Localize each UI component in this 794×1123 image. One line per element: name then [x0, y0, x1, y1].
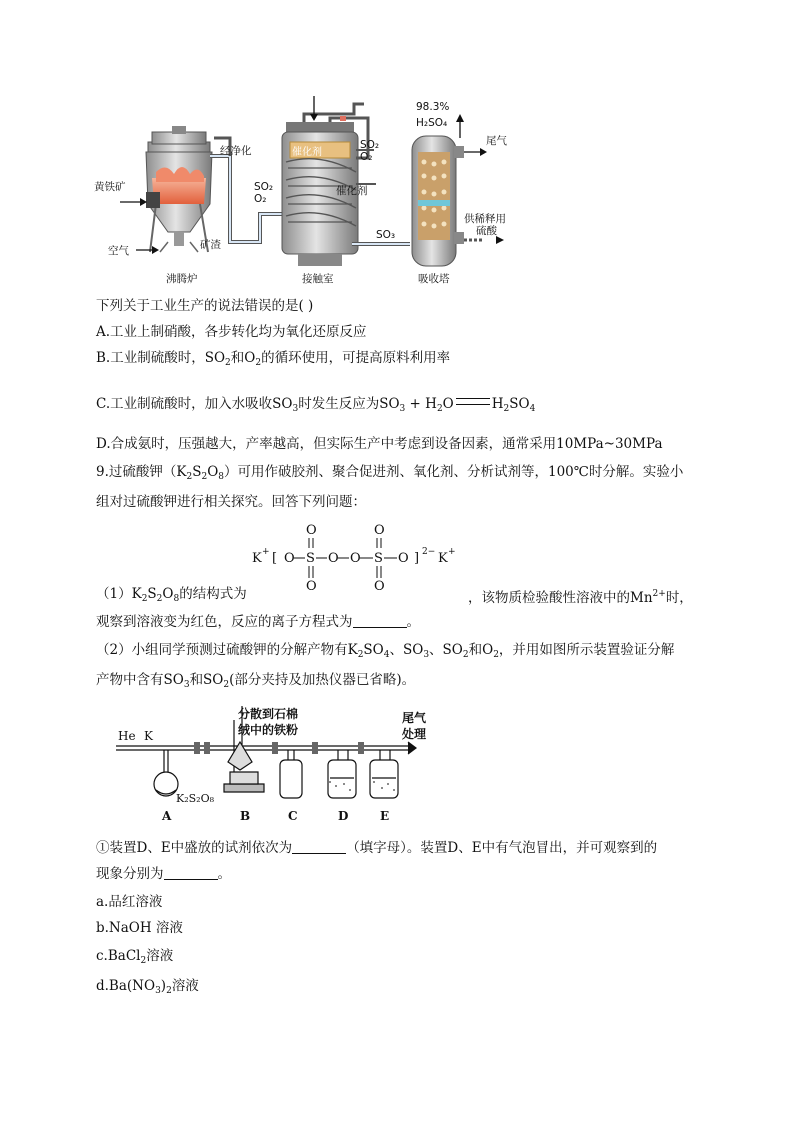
label-tail-gas: 尾气 — [486, 135, 507, 147]
struct-k-right: K — [438, 551, 448, 566]
struct-o1-top: O — [306, 523, 317, 538]
k2s2o8-structural-formula — [248, 520, 466, 594]
label-furnace: 沸腾炉 — [166, 273, 198, 285]
answer-blank-reagents[interactable] — [292, 839, 346, 854]
struct-o2-bottom: O — [374, 579, 385, 594]
q9-intro-line2: 组对过硫酸钾进行相关探究。回答下列问题： — [96, 494, 366, 510]
q9-part1-line1: $(1)K_2S_2O_8$的结构式为 — [96, 586, 247, 604]
absorption-tower — [412, 136, 464, 266]
struct-o1: O — [284, 551, 295, 566]
boiling-furnace — [146, 126, 212, 252]
label-o2-loop: O₂ — [360, 151, 373, 163]
label-slag: 矿渣 — [200, 239, 221, 251]
label-sulfuric-acid: 硫酸 — [476, 225, 497, 237]
q8-option-b: B.工业制硫酸时，$SO_2$和$O_2$的循环使用，可提高原料利用率 — [96, 350, 451, 368]
label-acid-formula: H₂SO₄ — [416, 117, 448, 129]
apparatus-label-iron1: 分散到石棉 — [238, 707, 299, 721]
q8-stem: 下列关于工业生产的说法错误的是( ) — [96, 298, 314, 314]
option-d: $d.Ba(NO_3)_2$溶液 — [96, 978, 199, 996]
apparatus-label-tail2: 处理 — [402, 727, 427, 741]
struct-o4: O — [398, 551, 409, 566]
label-absorption-tower: 吸收塔 — [418, 273, 450, 285]
q8-option-d: D.合成氨时，压强越大，产率越高，但实际生产中考虑到设备因素，通常采用10MPa~30MPa — [96, 436, 663, 452]
q9-sub1-line2: 现象分别为 。 — [96, 866, 231, 882]
label-supply-dilution: 供稀释用 — [464, 213, 506, 225]
apparatus-diagram — [112, 702, 442, 826]
label-acid-concentration: 98.3% — [416, 101, 450, 113]
svg-text:[: [ — [272, 551, 278, 566]
struct-o3: O — [350, 551, 361, 566]
q8-option-c: C.工业制硫酸时，加入水吸收$SO_3$时发生反应为$SO_3 + H_2O$ $H_2SO_4$ — [96, 396, 536, 414]
label-so2-loop: SO₂ — [360, 139, 380, 151]
apparatus-label-he: He — [118, 729, 136, 743]
label-catalyst-side: 催化剂 — [336, 185, 368, 197]
struct-o1-bottom: O — [306, 579, 317, 594]
option-b: b.NaOH 溶液 — [96, 920, 183, 936]
label-so3: SO₃ — [376, 229, 396, 241]
answer-blank-phenomena[interactable] — [164, 865, 218, 880]
apparatus-label-k: K — [144, 729, 153, 743]
struct-k-left: K — [252, 551, 262, 566]
svg-text:+: + — [448, 547, 456, 557]
label-catalyst-inside: 催化剂 — [292, 147, 322, 158]
apparatus-label-d: D — [338, 809, 349, 823]
label-pyrite: 黄铁矿 — [94, 181, 126, 193]
q9-part2-line1: （2）小组同学预测过硫酸钾的分解产物有$K_2SO_4$、$SO_3$、$SO_2$和$O_2$，并用如图所示装置验证分解 — [96, 642, 675, 660]
struct-charge: 2− — [422, 547, 436, 557]
label-contact-chamber: 接触室 — [302, 273, 334, 285]
struct-o2-top: O — [374, 523, 385, 538]
svg-text:]: ] — [414, 551, 420, 566]
answer-blank-equation[interactable] — [353, 613, 407, 628]
struct-s1: S — [306, 551, 315, 566]
apparatus-label-c: C — [288, 809, 298, 823]
label-air: 空气 — [108, 245, 129, 257]
label-purified: 经净化 — [220, 145, 252, 157]
option-c: c.BaCl$_2$溶液 — [96, 948, 174, 966]
q9-part1-line1-tail: ，该物质检验酸性溶液中的$Mn^{2+}$时， — [468, 589, 693, 606]
apparatus-label-reagent: K₂S₂O₈ — [176, 792, 215, 805]
apparatus-label-tail1: 尾气 — [402, 711, 427, 725]
apparatus-label-b: B — [240, 809, 251, 823]
label-o2-in: O₂ — [254, 193, 267, 205]
label-so2-in: SO₂ — [254, 181, 274, 193]
struct-o2: O — [328, 551, 339, 566]
q9-part2-line2: 产物中含有$SO_3$和$SO_2$(部分夹持及加热仪器已省略)。 — [96, 672, 416, 690]
sulfuric-acid-process-figure — [90, 92, 530, 288]
q9-intro-line1: 9.过硫酸钾$(K_2S_2O_8)$可用作破胶剂、聚合促进剂、氧化剂、分析试剂等，100℃时分解。实验小 — [96, 464, 684, 482]
apparatus-label-a: A — [162, 809, 172, 823]
equals-sign — [456, 398, 490, 405]
q9-part1-line2: 观察到溶液变为红色，反应的离子方程式为 。 — [96, 614, 420, 630]
q9-sub1-line1: ①装置D、E中盛放的试剂依次为 （填字母）。装置D、E中有气泡冒出，并可观察到的 — [96, 840, 658, 856]
apparatus-label-e: E — [380, 809, 390, 823]
q8-option-a: A.工业上制硝酸，各步转化均为氧化还原反应 — [96, 324, 367, 340]
struct-s2: S — [374, 551, 383, 566]
svg-text:+: + — [262, 547, 270, 557]
apparatus-label-iron2: 绒中的铁粉 — [238, 723, 299, 737]
option-a: a.品红溶液 — [96, 894, 163, 910]
